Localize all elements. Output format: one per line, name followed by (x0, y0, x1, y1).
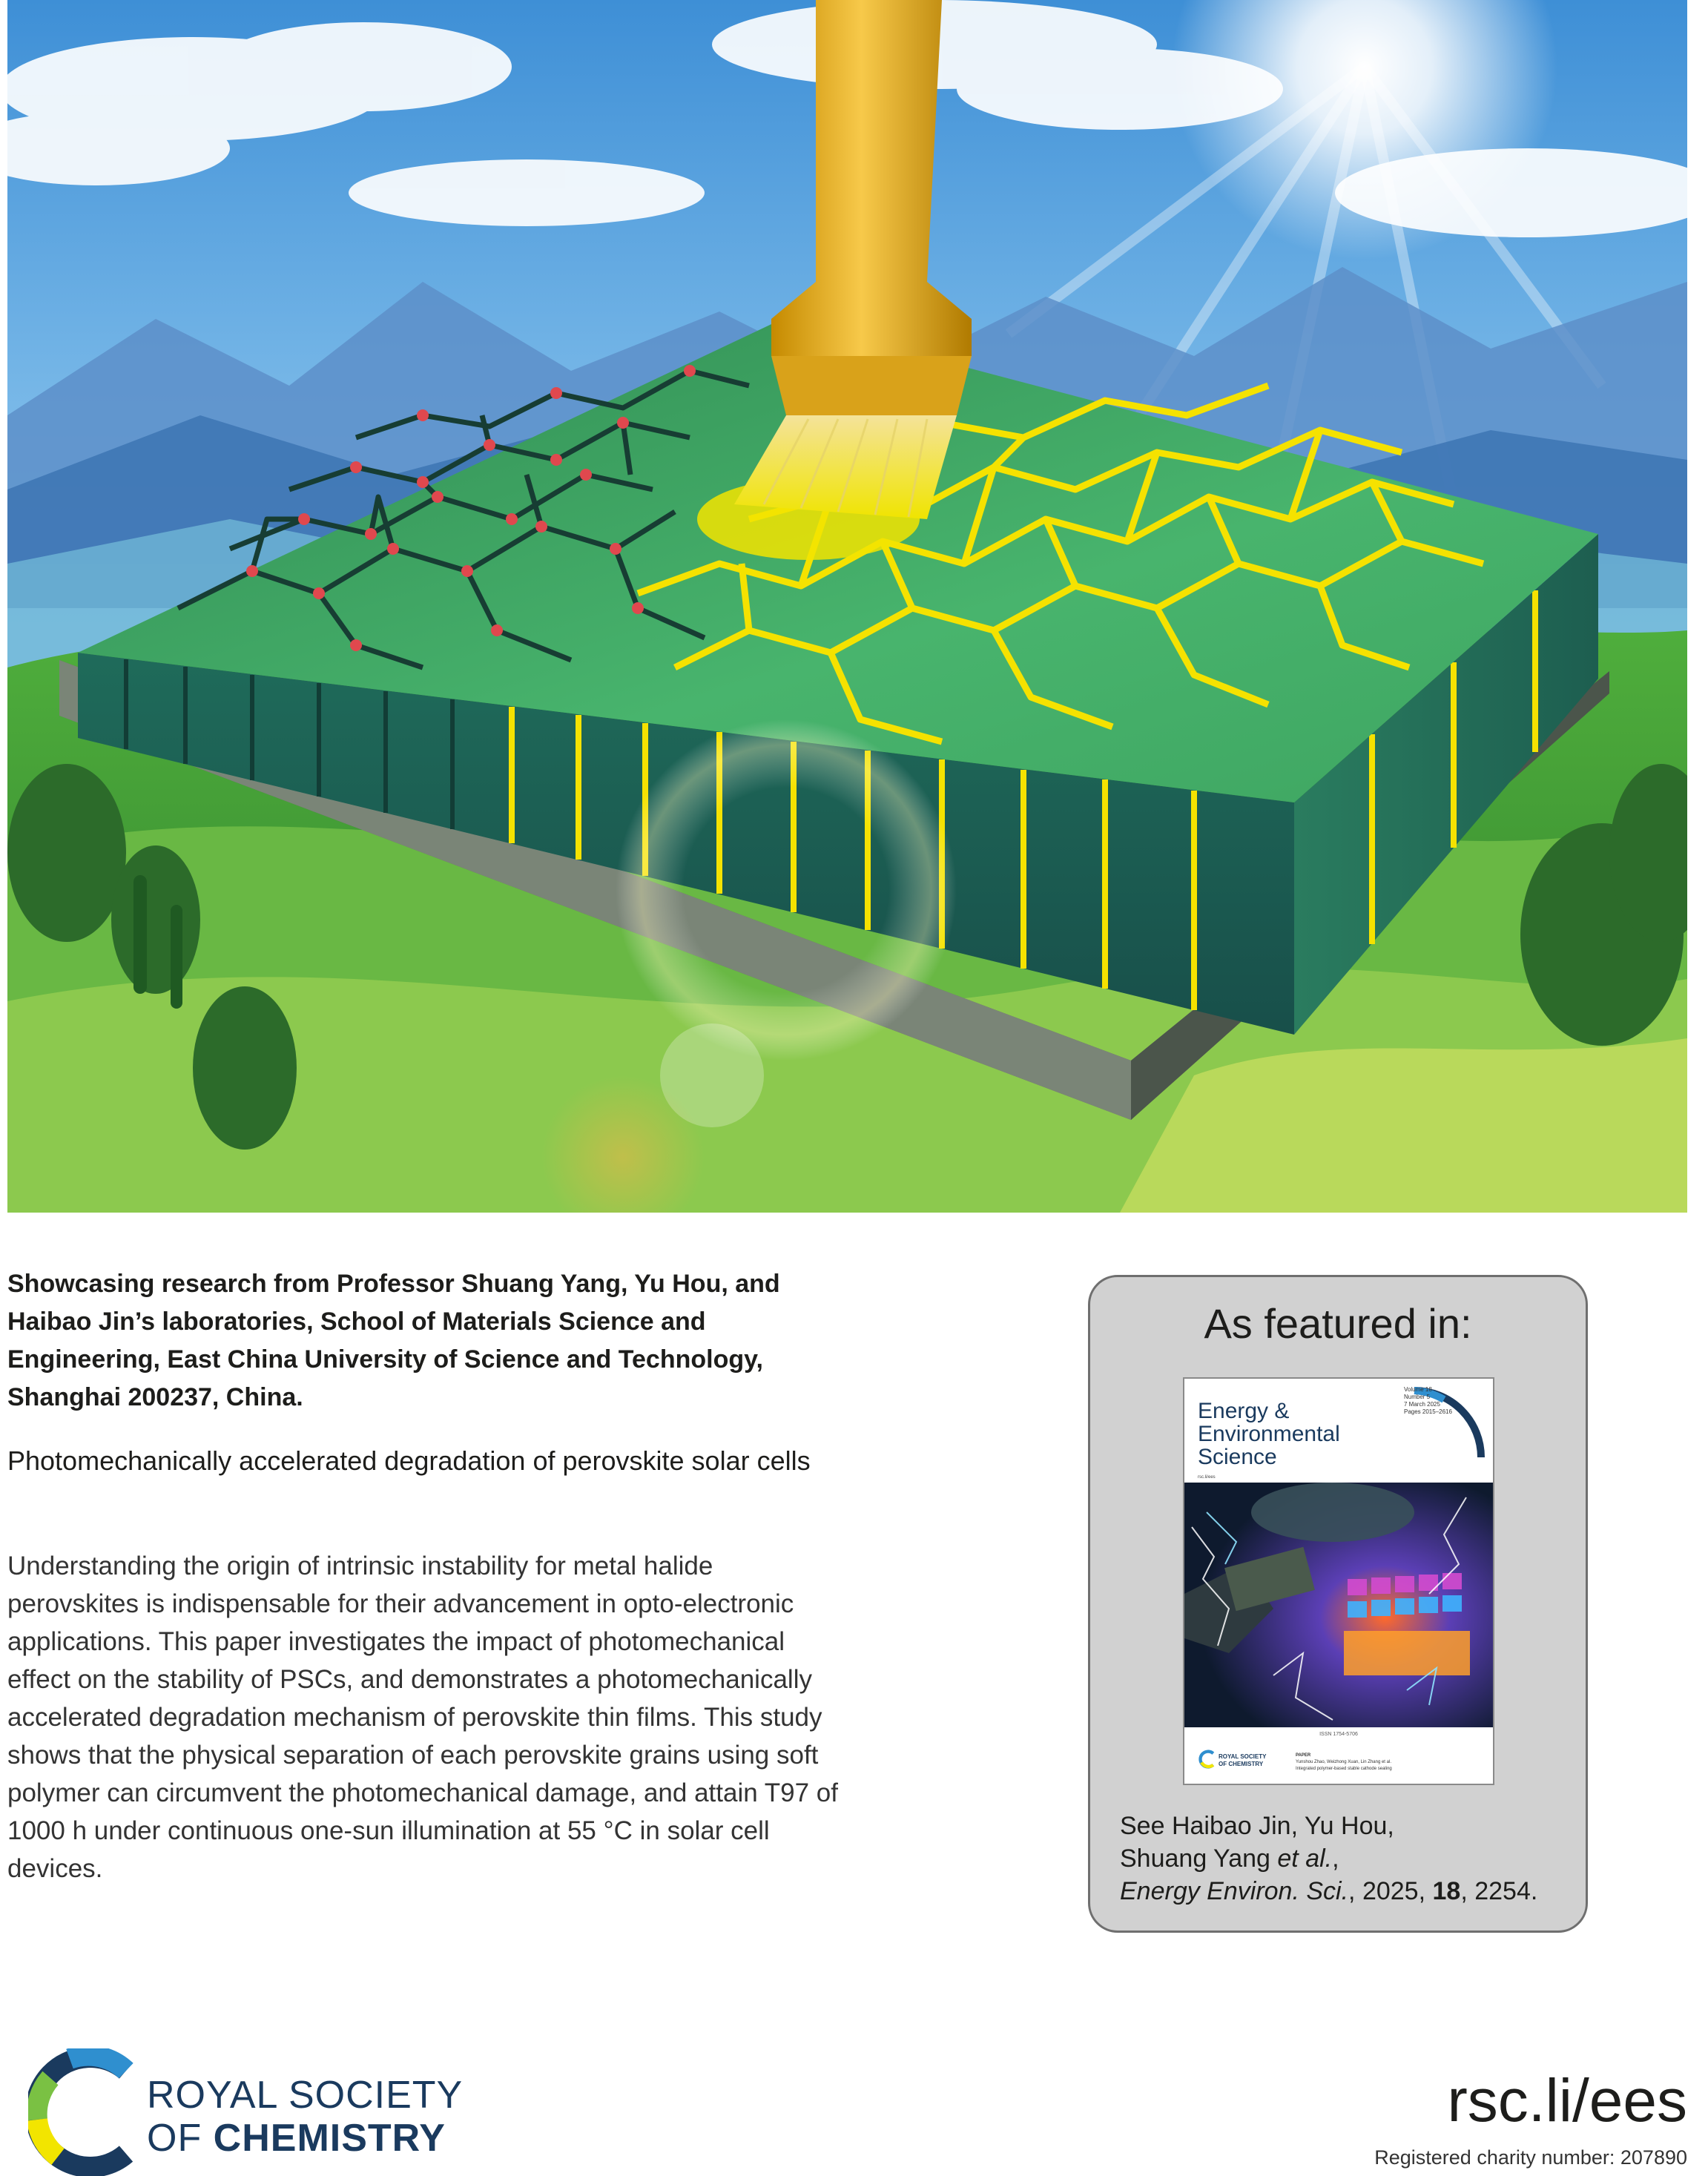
citation-page: 2254. (1474, 1877, 1538, 1905)
cover-illustration (7, 0, 1687, 1213)
journal-cover-thumbnail (1183, 1377, 1494, 1785)
citation-authors: Shuang Yang (1120, 1844, 1278, 1873)
featured-in-box (1088, 1275, 1588, 1933)
cover-rsc-logo-icon (1198, 1750, 1217, 1769)
cover-publisher-line1: ROYAL SOCIETY (1219, 1753, 1267, 1760)
citation-comma: , (1332, 1844, 1339, 1873)
article-abstract: Understanding the origin of intrinsic instability for metal halide perovskites is indispensable for their advancement in opto-electronic applications. This paper investigates the impact of photomechanical effect on the stability of PSCs, and demonstrates a photomechanically accelerated degradation mechanism of perovskite thin films. This study shows that the physical separation of each perovskite grains using soft polymer can circumvent the photomechanical damage, and attain T97 of 1000 h under continuous one-sun illumination at 55 °C in solar cell devices. (7, 1552, 838, 1883)
rsc-wordmark-line2 (147, 2117, 446, 2159)
cover-volume: Volume 18 (1404, 1386, 1432, 1393)
cover-date: 7 March 2025 (1404, 1401, 1440, 1408)
charity-number: Registered charity number: 207890 (1374, 2146, 1687, 2169)
cover-url: rsc.li/ees (1198, 1475, 1216, 1480)
journal-url[interactable]: rsc.li/ees (1447, 2067, 1687, 2134)
citation-volume: 18 (1432, 1877, 1461, 1905)
cover-journal-name: Energy & Environmental Science (1198, 1399, 1340, 1469)
cover-number: Number 5 (1404, 1394, 1431, 1400)
featured-in-heading: As featured in: (1204, 1300, 1472, 1347)
showcase-statement: Showcasing research from Professor Shuang Yang, Yu Hou, and Haibao Jin’s laboratories, School of Materials Science and Engineering, East China University of Science and Technology, Shanghai 200237, China. (7, 1270, 780, 1411)
rsc-wordmark-of: OF (147, 2117, 214, 2160)
cover-paper-label: PAPER (1296, 1753, 1311, 1758)
citation-year: 2025 (1362, 1877, 1419, 1905)
rsc-wordmark-chemistry: CHEMISTRY (213, 2117, 446, 2160)
citation-et-al: et al. (1277, 1844, 1333, 1873)
cover-pages: Pages 2015–2616 (1404, 1408, 1452, 1415)
citation-line-1: See Haibao Jin, Yu Hou, (1120, 1812, 1394, 1840)
citation-journal: Energy Environ. Sci. (1120, 1877, 1349, 1905)
rsc-c-logo-icon (28, 2048, 141, 2176)
cover-publisher-line2: OF CHEMISTRY (1219, 1761, 1264, 1767)
cover-artwork (1184, 1483, 1493, 1727)
article-title: Photomechanically accelerated degradation of perovskite solar cells (7, 1445, 811, 1476)
citation-line-2 (1120, 1842, 1580, 1875)
cover-paper-authors: Yunshou Zhao, Weizhong Xuan, Lin Zhang et al. (1296, 1760, 1391, 1764)
citation-line-3: Energy Environ. Sci., 2025, 18, 2254. (1120, 1877, 1538, 1905)
cover-publisher (1219, 1753, 1278, 1768)
citation (1120, 1810, 1580, 1908)
cover-issn: ISSN 1754-5706 (1319, 1732, 1358, 1737)
cover-paper-title: Integrated polymer-based stable cathode sealing (1296, 1767, 1392, 1771)
rsc-wordmark-line1: ROYAL SOCIETY (147, 2074, 464, 2117)
